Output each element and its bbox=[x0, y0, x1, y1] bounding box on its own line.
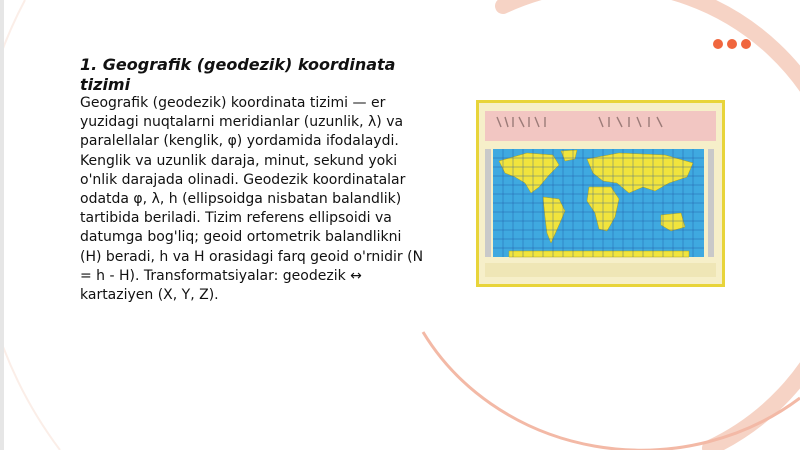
left-edge-bar bbox=[0, 0, 4, 450]
decor-dot bbox=[713, 39, 723, 49]
map-header-band bbox=[485, 111, 716, 141]
slide-title: 1. Geografik (geodezik) koordinata tizimi bbox=[80, 55, 396, 94]
world-map-graphic bbox=[479, 103, 722, 284]
decor-dots bbox=[713, 39, 751, 49]
antarctica-shape bbox=[509, 251, 689, 257]
decor-dot bbox=[741, 39, 751, 49]
map-footer-band bbox=[485, 263, 716, 277]
faint-left-arc bbox=[0, 0, 60, 450]
decor-dot bbox=[727, 39, 737, 49]
world-map-image bbox=[476, 100, 725, 287]
slide-body-text: Geografik (geodezik) koordinata tizimi — er yuzidagi nuqtalarni meridianlar (uzunlik, λ) va paralellalar (kenglik, φ) yordamida ifodalaydi. Kenglik va uzunlik daraja, minut, sekund yoki o'nlik darajada olinadi. Geodezik koordinatalar odatda φ, λ, h (ellipsoidga nisbatan balandlik) tartibida beriladi. Tizim referens ellipsoidi va datumga bog'liq; geoid ortometrik balandlikni (H) beradi, h va H orasidagi farq geoid o'rnidir (N = h - H). Transformatsiyalar: geodezik ↔ kartaziyen (X, Y, Z). bbox=[80, 95, 424, 304]
